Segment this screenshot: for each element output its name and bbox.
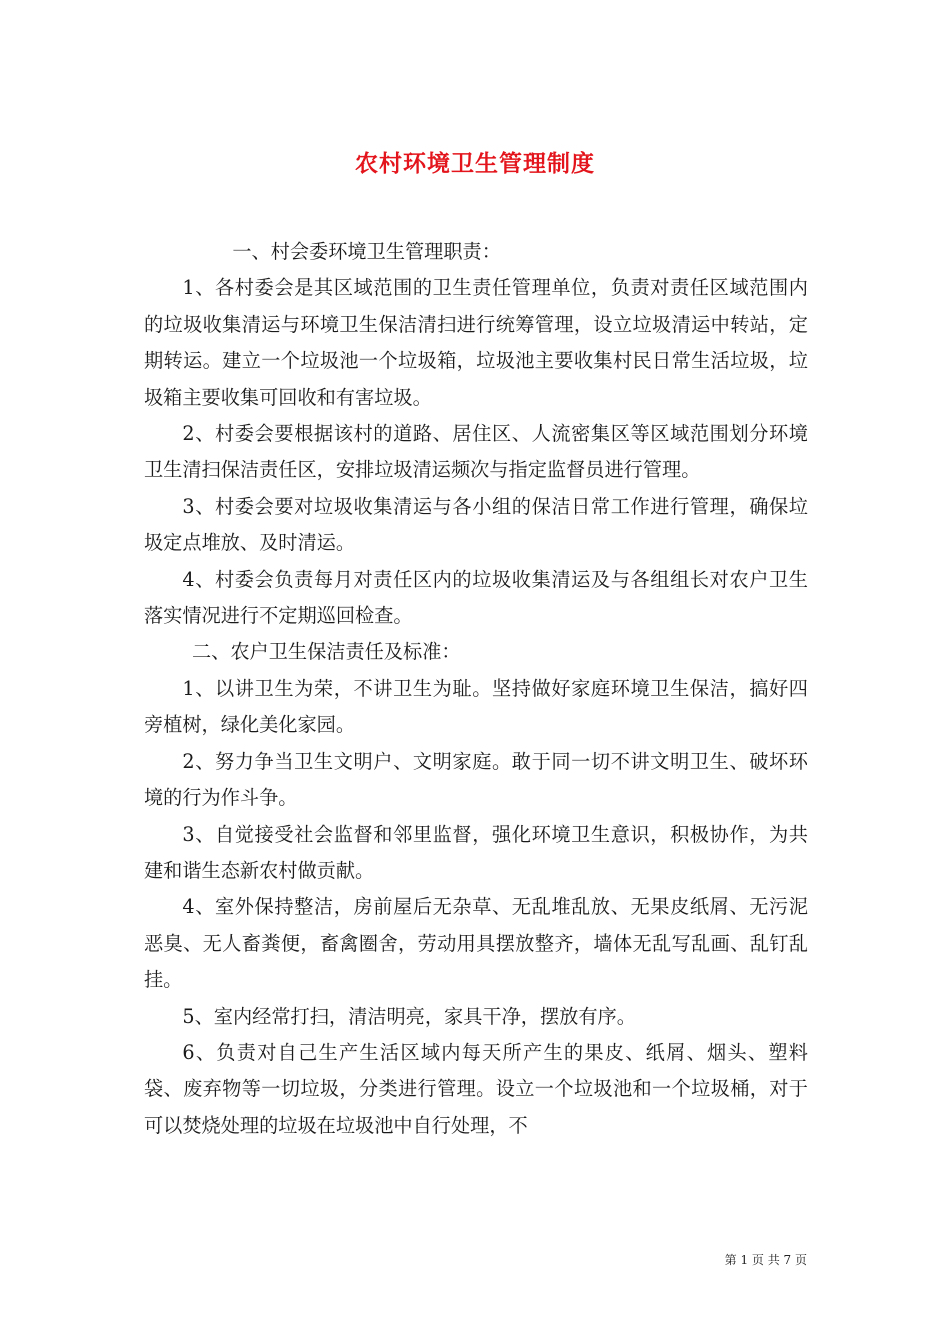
paragraph: 4、室外保持整洁，房前屋后无杂草、无乱堆乱放、无果皮纸屑、无污泥恶臭、无人畜粪便，畜禽圈舍，劳动用具摆放整齐，墙体无乱写乱画、乱钉乱挂。 bbox=[144, 895, 808, 992]
paragraph: 4、村委会负责每月对责任区内的垃圾收集清运及与各组组长对农户卫生落实情况进行不定期巡回检查。 bbox=[144, 567, 808, 628]
paragraph: 3、自觉接受社会监督和邻里监督，强化环境卫生意识，积极协作，为共建和谐生态新农村做贡献。 bbox=[144, 822, 808, 882]
paragraph: 6、负责对自己生产生活区域内每天所产生的果皮、纸屑、烟头、塑料袋、废弃物等一切垃圾，分类进行管理。设立一个垃圾池和一个垃圾桶，对于可以焚烧处理的垃圾在垃圾池中自行处理，不 bbox=[144, 1040, 808, 1137]
paragraph: 1、各村委会是其区域范围的卫生责任管理单位，负责对责任区域范围内的垃圾收集清运与环境卫生保洁清扫进行统筹管理，设立垃圾清运中转站，定期转运。建立一个垃圾池一个垃圾箱，垃圾池主要收集村民日常生活垃圾，垃圾箱主要收集可回收和有害垃圾。 bbox=[144, 276, 808, 409]
paragraph: 5、室内经常打扫，清洁明亮，家具干净，摆放有序。 bbox=[182, 1004, 636, 1028]
section-heading: 一、村会委环境卫生管理职责： bbox=[232, 240, 501, 263]
paragraph: 2、村委会要根据该村的道路、居住区、人流密集区等区域范围划分环境卫生清扫保洁责任区，安排垃圾清运频次与指定监督员进行管理。 bbox=[144, 422, 808, 482]
paragraph: 3、村委会要对垃圾收集清运与各小组的保洁日常工作进行管理，确保垃圾定点堆放、及时清运。 bbox=[144, 494, 808, 555]
paragraph: 2、努力争当卫生文明户、文明家庭。敢于同一切不讲文明卫生、破坏环境的行为作斗争。 bbox=[144, 749, 808, 810]
section-heading: 二、农户卫生保洁责任及标准： bbox=[192, 640, 461, 664]
page-number-footer: 第 1 页 共 7 页 bbox=[724, 1253, 807, 1267]
document-title: 农村环境卫生管理制度 bbox=[355, 150, 595, 178]
paragraph: 1、以讲卫生为荣，不讲卫生为耻。坚持做好家庭环境卫生保洁，搞好四旁植树，绿化美化家园。 bbox=[144, 676, 808, 737]
document-body bbox=[144, 234, 808, 1144]
